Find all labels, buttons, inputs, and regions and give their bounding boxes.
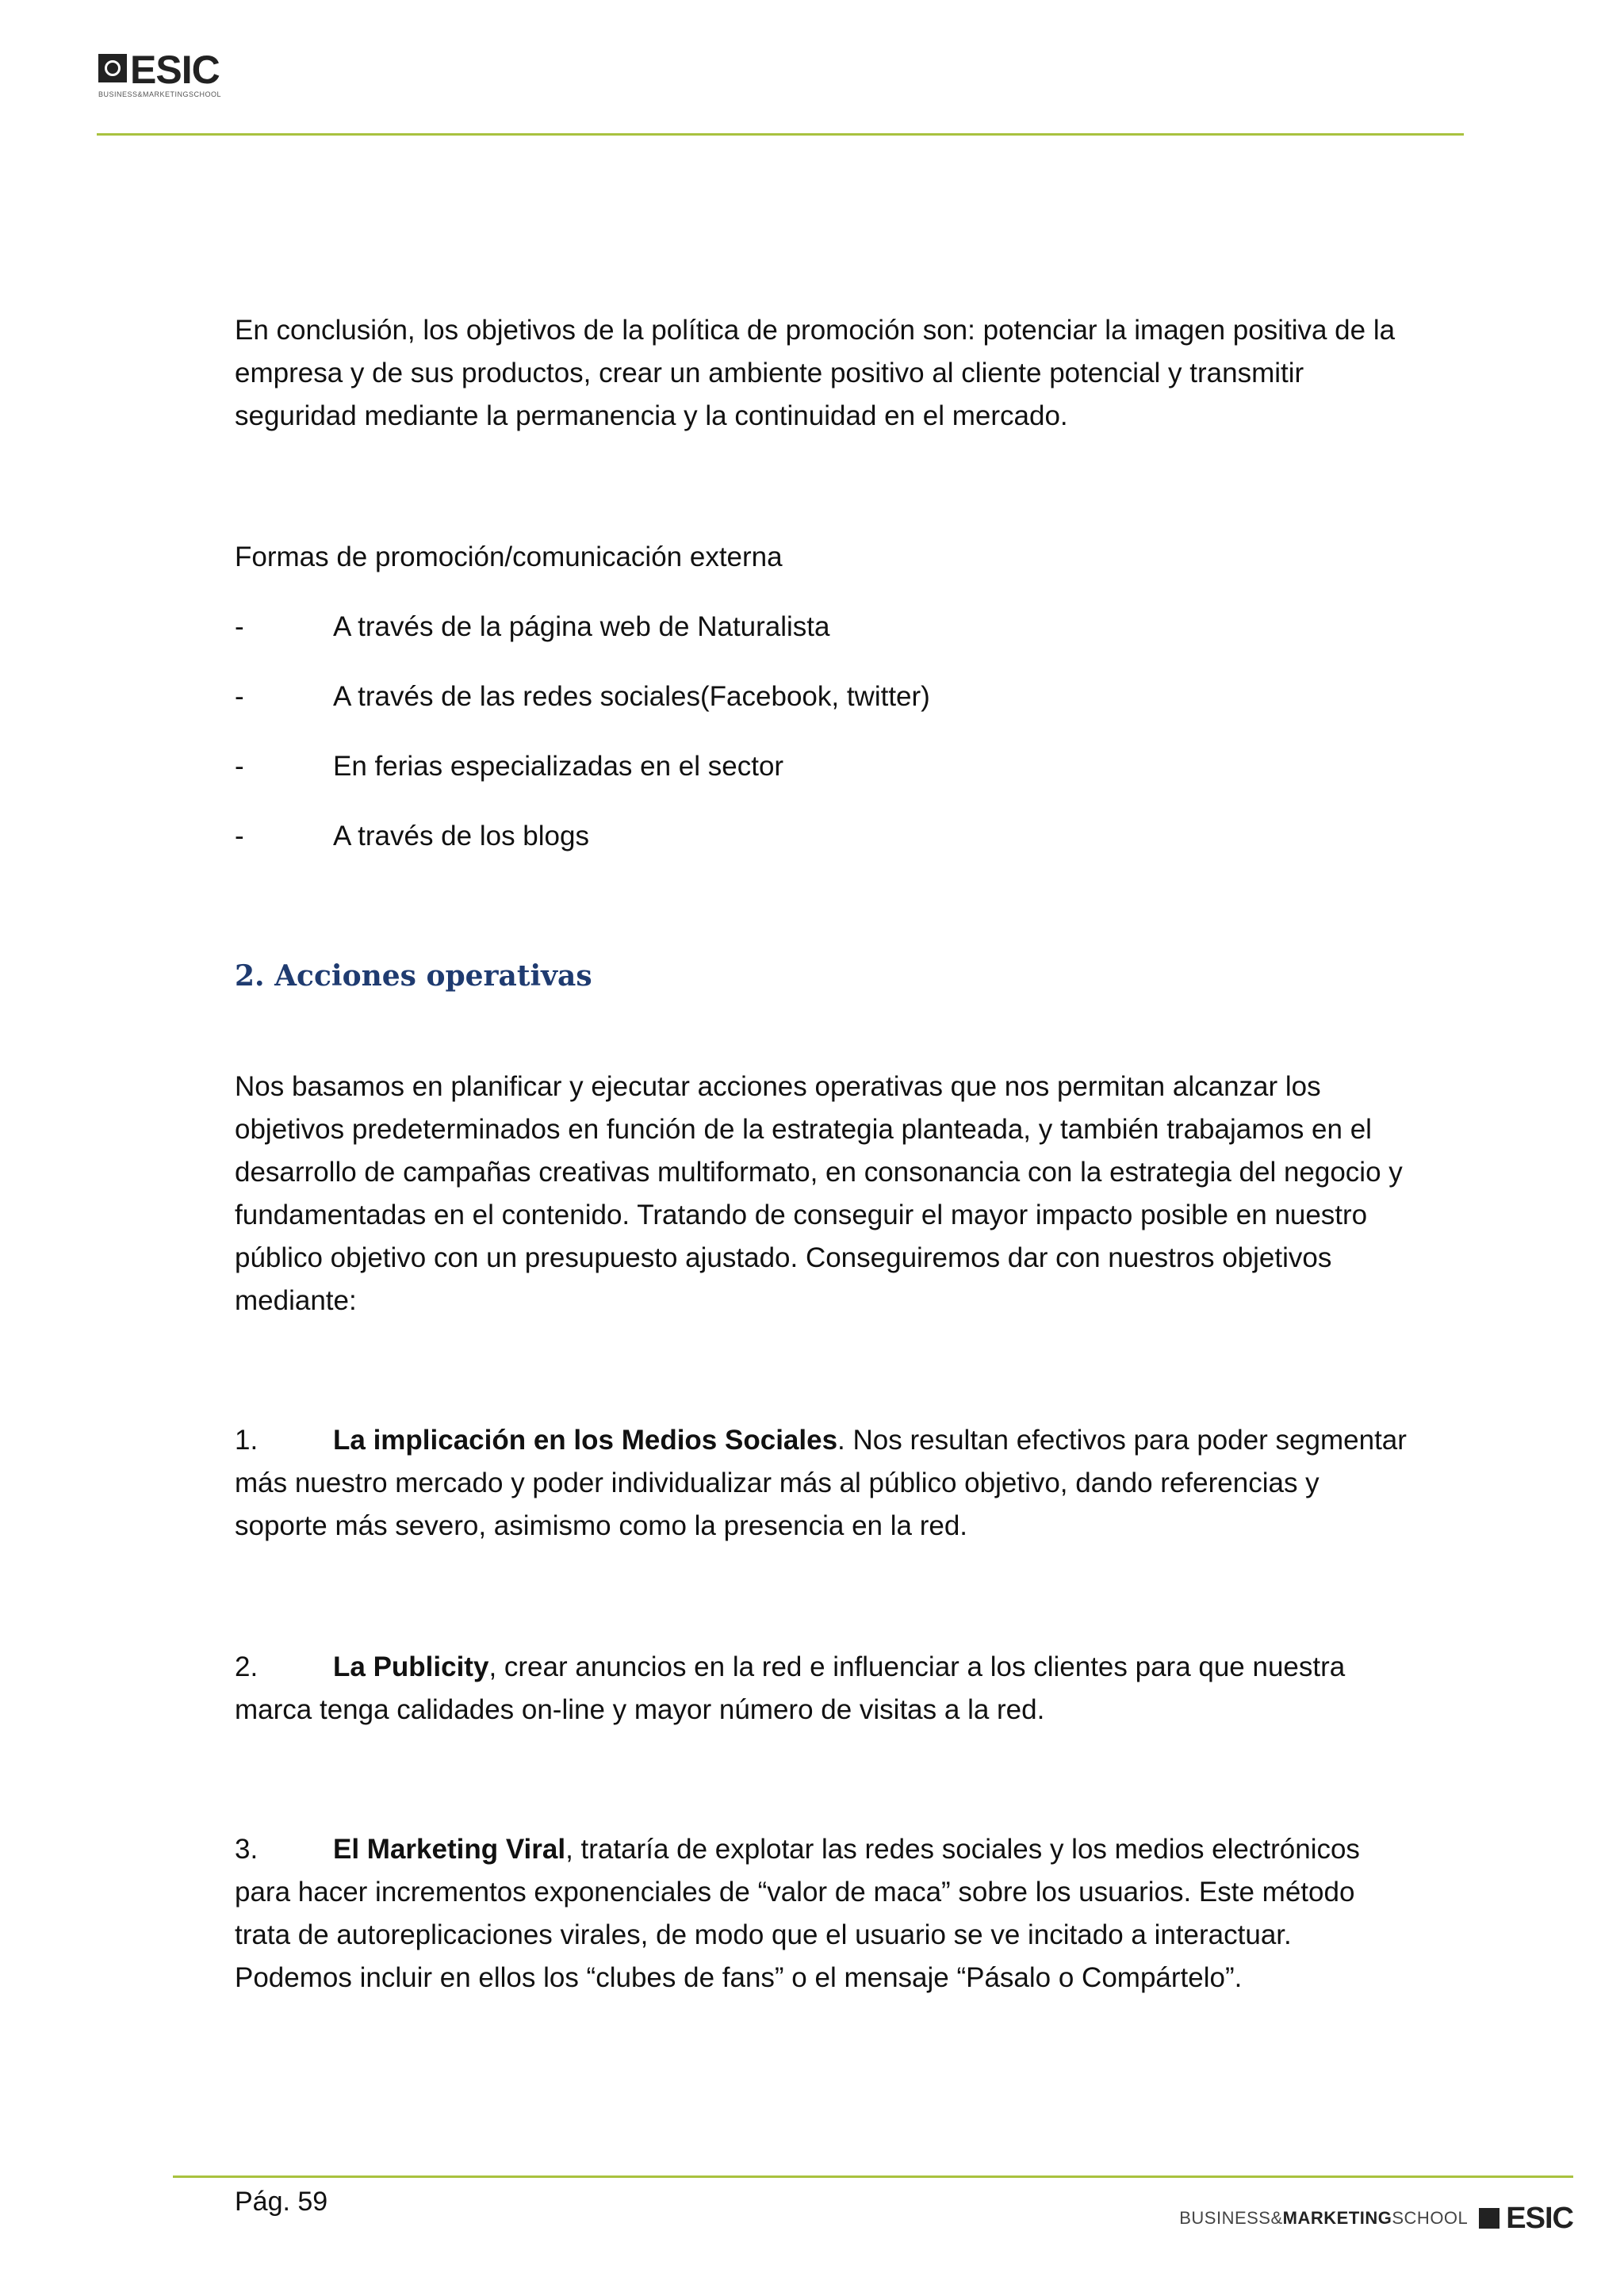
list-marker: - — [235, 751, 244, 782]
logo-text: ESIC — [130, 48, 220, 92]
footer-rule — [173, 2175, 1573, 2178]
item-bold: El Marketing Viral — [333, 1834, 566, 1865]
numbered-item-3 — [235, 1828, 1408, 1999]
list-text: A través de los blogs — [333, 821, 589, 851]
item-text: , crear anuncios en la red e influenciar a los clientes para que nuestra marca tenga calidades on-line y mayor número de visitas a la red. — [235, 1651, 1346, 1725]
item-number: 1. — [235, 1425, 259, 1456]
esic-seal-icon — [98, 54, 127, 82]
header-rule — [97, 133, 1464, 136]
item-text: . Nos resultan efectivos para poder segmentar más nuestro mercado y poder individualizar más al público objetivo, dando referencias y soporte más severo, asimismo como la presencia en la red. — [235, 1425, 1407, 1541]
list-text: A través de las redes sociales(Facebook, twitter) — [333, 681, 930, 712]
footer-logo-text: ESIC — [1506, 2201, 1573, 2235]
list-marker: - — [235, 821, 244, 851]
esic-seal-icon — [1479, 2208, 1500, 2229]
section-heading: 2. Acciones operativas — [235, 959, 592, 993]
numbered-item-2 — [235, 1646, 1408, 1732]
numbered-item-1 — [235, 1419, 1408, 1548]
item-number: 2. — [235, 1651, 259, 1682]
item-text: , trataría de explotar las redes sociales y los medios electrónicos para hacer incrementos exponenciales de “valor de maca” sobre los usuarios. Este método trata de autoreplicaciones virales, de modo que el usuario se ve incitado a interactuar. Podemos incluir en ellos los “clubes de fans” o el mensaje “Pásalo o Compártelo”. — [235, 1834, 1360, 1993]
list-marker: - — [235, 611, 244, 642]
item-number: 3. — [235, 1834, 259, 1865]
list-text: A través de la página web de Naturalista — [333, 611, 830, 642]
forms-title: Formas de promoción/comunicación externa — [235, 541, 783, 572]
brand-text: BUSINESS&MARKETINGSCHOOL — [1179, 2208, 1469, 2228]
logo-subtitle: BUSINESS&MARKETINGSCHOOL — [98, 90, 222, 98]
section-paragraph: Nos basamos en planificar y ejecutar acciones operativas que nos permitan alcanzar los objetivos predeterminados en función de la estrategia planteada, y también trabajamos en el desarrollo de campañas creativas multiformato, en consonancia con la estrategia del negocio y fundamentadas en el contenido. Tratando de conseguir el mayor impacto posible en nuestro público objetivo con un presupuesto ajustado. Conseguiremos dar con nuestros objetivos mediante: — [235, 1071, 1403, 1316]
list-marker: - — [235, 681, 244, 712]
intro-paragraph: En conclusión, los objetivos de la política de promoción son: potenciar la imagen positiva de la empresa y de sus productos, crear un ambiente positivo al cliente potencial y transmitir seguridad mediante la permanencia y la continuidad en el mercado. — [235, 315, 1396, 431]
page-number: Pág. 59 — [235, 2187, 328, 2217]
item-bold: La Publicity — [333, 1651, 489, 1682]
item-bold: La implicación en los Medios Sociales — [333, 1425, 838, 1456]
esic-logo — [98, 48, 257, 103]
footer-brand — [1179, 2202, 1573, 2234]
list-text: En ferias especializadas en el sector — [333, 751, 784, 782]
